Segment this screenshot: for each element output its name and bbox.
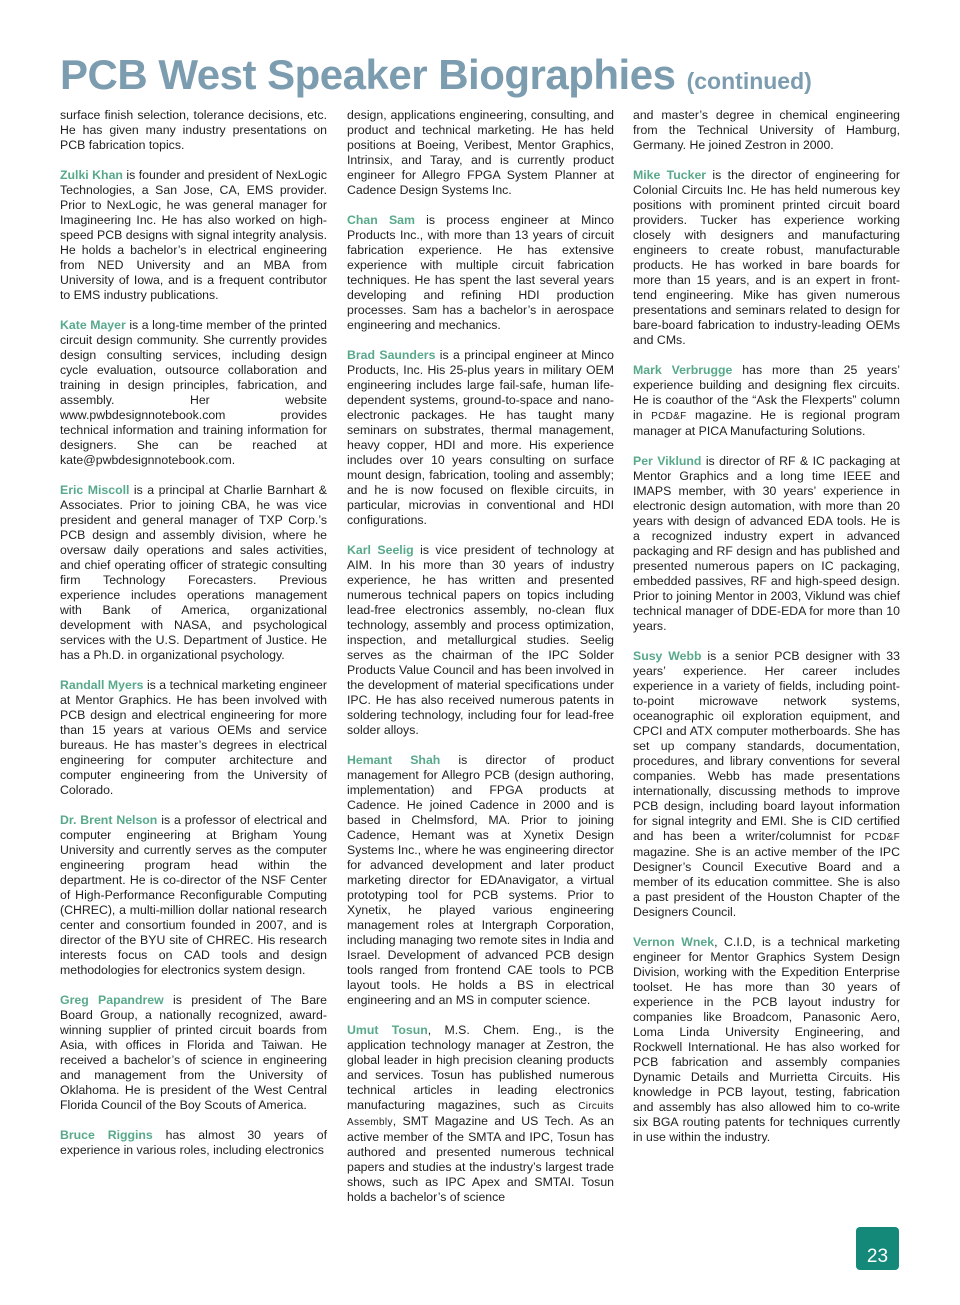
bio-text-continued: magazine. He is regional program manager at PICA Manufacturing Solutions. (633, 408, 900, 438)
bio-paragraph (633, 363, 900, 439)
bio-paragraph (60, 678, 327, 798)
speaker-name: Per Viklund (633, 454, 702, 468)
bio-paragraph (347, 213, 614, 333)
bio-text: is founder and president of NexLogic Technologies, a San Jose, CA, EMS provider. Prior to NexLogic, he was general manager for Imagineering Inc. He has also worked on high-speed PCB designs with signal integrity analysis. He holds a bachelor’s in electrical engineering from NED University and an MBA from University of Iowa, and is a frequent contributor to EMS industry publications. (60, 168, 327, 302)
bio-text: is a senior PCB designer with 33 years’ experience. Her career includes experience in a variety of fields, including point-to-point microwave network systems, oceanographic oil exploration equipment, and CPCI and ATX computer motherboards. She has set up company standards, documentation, procedures, and library conventions for several companies. Webb has made presentations internationally, discussing methods to improve PCB design, including board layout information for signal integrity and EMI. She is CID certified and has been a writer/columnist for (633, 649, 900, 843)
speaker-name: Chan Sam (347, 213, 415, 227)
bio-text: , M.S. Chem. Eng., is the application technology manager at Zestron, the global leader in high precision cleaning products and services. Tosun has published numerous technical articles in leading electronics manufacturing magazines, such as (347, 1023, 615, 1112)
bio-paragraph (347, 753, 614, 1008)
bio-paragraph (633, 935, 900, 1145)
bio-paragraph (633, 649, 900, 920)
column-2 (347, 108, 614, 1220)
speaker-name: Umut Tosun (347, 1023, 428, 1037)
speaker-name: Brad Saunders (347, 348, 436, 362)
bio-paragraph (633, 168, 900, 348)
bio-text: is director of product management for Allegro PCB (design authoring, implementation) and FPGA products at Cadence. He joined Cadence in 2000 and is based in Chelmsford, MA. Prior to joining Cadence, Hemant was at Xynetix Design Systems Inc., where he was engineering director for advanced development and later product marketing director for EDAnavigator, a virtual prototyping tool for PCB systems. Prior to Xynetix, he played various engineering management roles at Intergraph Corporation, including managing two remote sites in India and Israel. Development of advanced PCB design tools ranged from frontend CAE tools to PCB layout tools. He holds a BS in electrical engineering and an MS in computer science. (347, 753, 614, 1007)
speaker-name: Susy Webb (633, 649, 702, 663)
bio-text: is a professor of electrical and computer engineering at Brigham Young University and currently serves as the computer engineering program head within the department. He is co-director of the NSF Center of High-Performance Reconfigurable Computing (CHREC), a multi-million dollar national research center and consortium founded in 2007, and is director of the BYU site of CHREC. His research interests focus on CAD tools and design methodologies for electronics system design. (60, 813, 327, 977)
bio-text-continued: magazine. She is an active member of the IPC Designer’s Council Executive Board and a member of its education committee. She is also a past president of the Houston Chapter of the Designers Council. (633, 845, 900, 919)
continued-text: and master’s degree in chemical engineering from the Technical University of Hamburg, Germany. He joined Zestron in 2000. (633, 108, 900, 152)
bio-paragraph (60, 318, 327, 468)
publication-name: Circuits Assembly (347, 1101, 614, 1128)
speaker-name: Zulki Khan (60, 168, 123, 182)
speaker-name: Kate Mayer (60, 318, 126, 332)
bio-paragraph (60, 993, 327, 1113)
speaker-name: Greg Papandrew (60, 993, 164, 1007)
speaker-name: Hemant Shah (347, 753, 441, 767)
speaker-name: Mark Verbrugge (633, 363, 733, 377)
bio-paragraph (633, 454, 900, 634)
page-title (60, 51, 812, 98)
title-text: PCB West Speaker Biographies (60, 51, 676, 98)
publication-name: PCD&F (651, 411, 687, 422)
bio-text: is a technical marketing engineer at Mentor Graphics. He has been involved with PCB design and electrical engineering for more than 15 years at various OEMs and service bureaus. He has master’s degrees in electrical engineering for computer architecture and computer engineering from the University of Colorado. (60, 678, 327, 797)
speaker-name: Vernon Wnek (633, 935, 715, 949)
bio-paragraph (60, 483, 327, 663)
bio-paragraph (60, 1128, 327, 1158)
bio-text: is a long-time member of the printed circuit design community. She currently provides design consulting services, including design cycle evaluation, outsource collaboration and training in design principles, fabrication, and assembly. Her website www.pwbdesignnotebook.com provides technical information and training information for designers. She can be reached at kate@pwbdesignnotebook.com. (60, 318, 327, 467)
bio-text: is director of RF & IC packaging at Mentor Graphics and a long time IEEE and IMAPS member, with 30 years’ experience in electronic design automation, with more than 20 years with design of advanced EDA tools. He is a recognized industry expert in advanced packaging and RF design and has published and presented numerous papers on IC packaging, embedded passives, RF and high-speed design. Prior to joining Mentor in 2003, Viklund was chief technical manager of DDE-EDA for more than 10 years. (633, 454, 900, 633)
page-number: 23 (866, 1246, 889, 1267)
bio-paragraph (347, 543, 614, 738)
speaker-name: Randall Myers (60, 678, 144, 692)
bio-text: has more than 25 years’ experience building and designing flex circuits. He is coauthor of the “Ask the Flexperts” column in (633, 363, 900, 422)
bio-text: is a principal engineer at Minco Products, Inc. His 25-plus years in military OEM engineering includes large fail-safe, human life-dependent systems, ground-to-space and nano-electronic packages. He has taught many seminars on substrates, thermal management, heavy copper, HDI and more. His experience includes over 10 years consulting on surface mount design, fabrication, tooling and assembly; and he is now focused on flexible circuits, in particular, microvias in conventional and HDI configurations. (347, 348, 614, 527)
speaker-name: Eric Miscoll (60, 483, 130, 497)
bio-paragraph (347, 1023, 614, 1205)
bio-text: has almost 30 years of experience in various roles, including electronics (60, 1128, 327, 1157)
bio-text-continued: , SMT Magazine and US Tech. As an active member of the SMTA and IPC, Tosun has authored and presented numerous technical papers and studies at the industry’s largest trade shows, such as IPC Apex and SMTAI. Tosun holds a bachelor’s of science (347, 1114, 614, 1204)
speaker-name: Dr. Brent Nelson (60, 813, 158, 827)
speaker-name: Karl Seelig (347, 543, 414, 557)
bio-paragraph (60, 813, 327, 978)
column-3 (633, 108, 900, 1160)
bio-text: is the director of engineering for Colonial Circuits Inc. He has held numerous key positions with prominent printed circuit board providers. Tucker has experience working closely with designers and manufacturing engineers to create robust, manufacturable products. He has worked in bare boards for more than 15 years, and is an expert in front-tend engineering. Mike has given numerous presentations and seminars related to design for bare-board fabrication to industry-leading OEMs and CMs. (633, 168, 900, 347)
speaker-name: Mike Tucker (633, 168, 707, 182)
speaker-name: Bruce Riggins (60, 1128, 153, 1142)
page-number-badge (856, 1227, 899, 1270)
continued-text: design, applications engineering, consulting, and product and technical marketing. He has held positions at Boeing, Veribest, Mentor Graphics, Intrinsix, and Taray, and is currently product engineer for Allegro FPGA System Planner at Cadence Design Systems Inc. (347, 108, 614, 197)
publication-name: PCD&F (864, 832, 900, 843)
bio-text: , C.I.D, is a technical marketing engineer for Mentor Graphics System Design Division, working with the Expedition Enterprise toolset. He has more than 30 years of experience in the PCB layout industry for companies like Broadcom, Panasonic Aero, Loma Linda University Engineering, and Rockwell International. He has also worked for PCB fabrication and assembly companies Dynamic Details and Murrietta Circuits. His knowledge in PCB layout, testing, fabrication and assembly has also allowed him to co-write six BGA routing patents for techniques currently in use within the industry. (633, 935, 900, 1144)
bio-text: is vice president of technology at AIM. In his more than 30 years of industry experience, he has written and presented numerous technical papers on topics including lead-free electronics assembly, no-clean flux technology, assembly and process optimization, inspection, and metallurgical studies. Seelig serves as the chairman of the IPC Solder Products Value Council and has been involved in the development of material specifications under IPC. He has also received numerous patents in soldering technology, including four for lead-free solder alloys. (347, 543, 615, 737)
bio-text: is president of The Bare Board Group, a nationally recognized, award-winning supplier of printed circuit boards from Asia, with offices in Florida and Taiwan. He received a bachelor’s of science in engineering and management from the University of Oklahoma. He is president of the West Central Florida Council of the Boy Scouts of America. (60, 993, 327, 1112)
bio-text: is a principal at Charlie Barnhart & Associates. Prior to joining CBA, he was vice president and general manager of TXP Corp.’s PCB design and assembly division, where he oversaw daily operations and sales activities, and chief operating officer of strategic consulting firm Technology Forecasters. Previous experience includes operations management with Bank of America, organizational development with NASA, and psychological services with the U.S. Department of Justice. He has a Ph.D. in organizational psychology. (60, 483, 327, 662)
column-1 (60, 108, 327, 1173)
bio-text: is process engineer at Minco Products Inc., with more than 13 years of circuit fabrication experience. He has extensive experience with multiple circuit fabrication techniques. He has spent the last several years developing and refining HDI production processes. Sam has a bachelor’s in aerospace engineering and mechanics. (347, 213, 614, 332)
bio-paragraph (60, 168, 327, 303)
continued-text: surface finish selection, tolerance decisions, etc. He has given many industry presentations on PCB fabrication topics. (60, 108, 327, 152)
bio-paragraph (347, 348, 614, 528)
title-continued: (continued) (686, 68, 812, 94)
